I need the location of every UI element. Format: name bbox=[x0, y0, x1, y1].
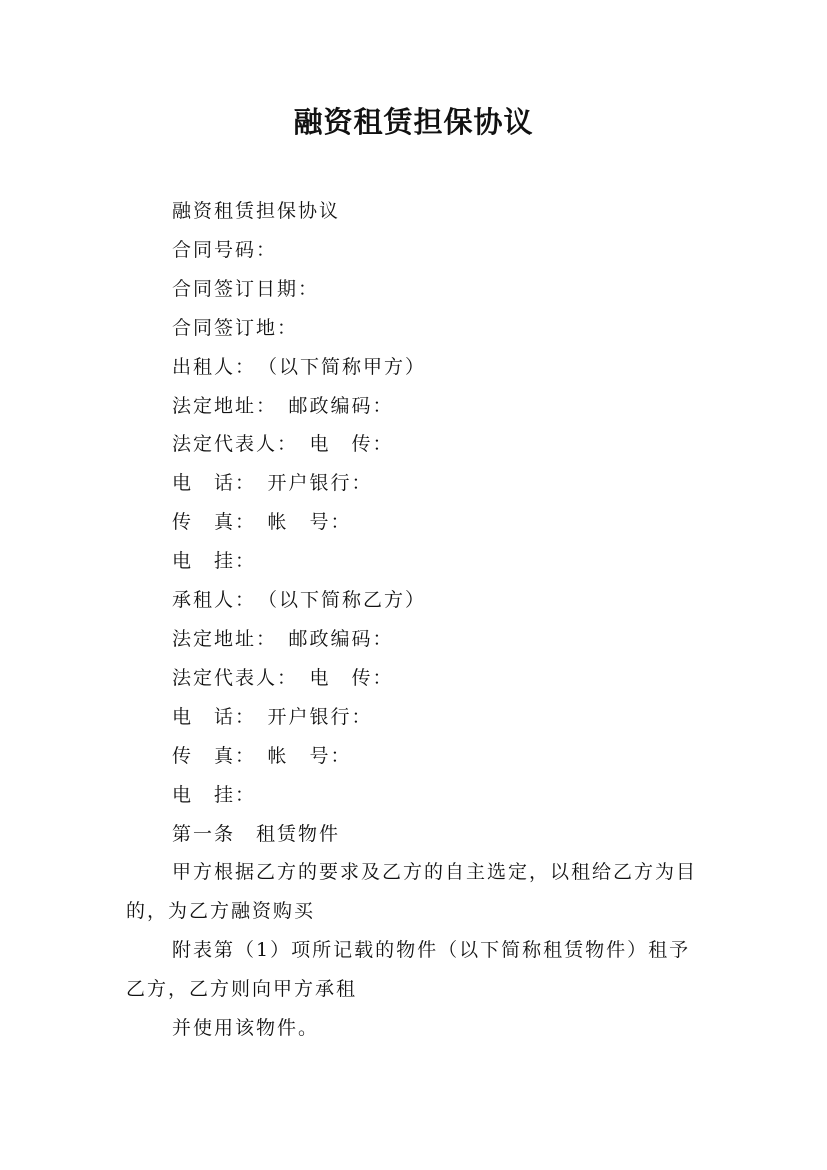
text-line: 出租人： （以下简称甲方） bbox=[172, 355, 427, 378]
text-line: 传 真： 帐 号： bbox=[172, 511, 352, 534]
text-line: 法定地址： 邮政编码： bbox=[172, 627, 394, 650]
text-line: 法定代表人： 电 传： bbox=[172, 666, 394, 689]
text-line: 法定地址： 邮政编码： bbox=[172, 394, 394, 417]
paragraph: 附表第（1）项所记载的物件（以下简称租赁物件）租予乙方，乙方则向甲方承租 bbox=[126, 939, 691, 1001]
text-line: 合同签订日期： bbox=[172, 277, 320, 300]
paragraph: 并使用该物件。 bbox=[172, 1017, 320, 1040]
text-line: 合同号码： bbox=[172, 238, 278, 261]
text-line: 合同签订地： bbox=[172, 316, 299, 339]
document-title: 融资租赁担保协议 bbox=[293, 105, 534, 139]
paragraph: 甲方根据乙方的要求及乙方的自主选定，以租给乙方为目的，为乙方融资购买 bbox=[126, 861, 698, 923]
text-line: 电 话： 开户银行： bbox=[172, 705, 373, 728]
text-line: 融资租赁担保协议 bbox=[172, 200, 341, 222]
text-line: 电 挂： bbox=[172, 550, 257, 573]
text-line: 电 挂： bbox=[172, 783, 257, 806]
text-line: 电 话： 开户银行： bbox=[172, 472, 373, 495]
document-body bbox=[126, 192, 706, 1048]
text-line: 法定代表人： 电 传： bbox=[172, 433, 394, 456]
article-heading: 第一条 租赁物件 bbox=[172, 822, 341, 845]
text-line: 传 真： 帐 号： bbox=[172, 744, 352, 767]
text-line: 承租人： （以下简称乙方） bbox=[172, 589, 427, 612]
